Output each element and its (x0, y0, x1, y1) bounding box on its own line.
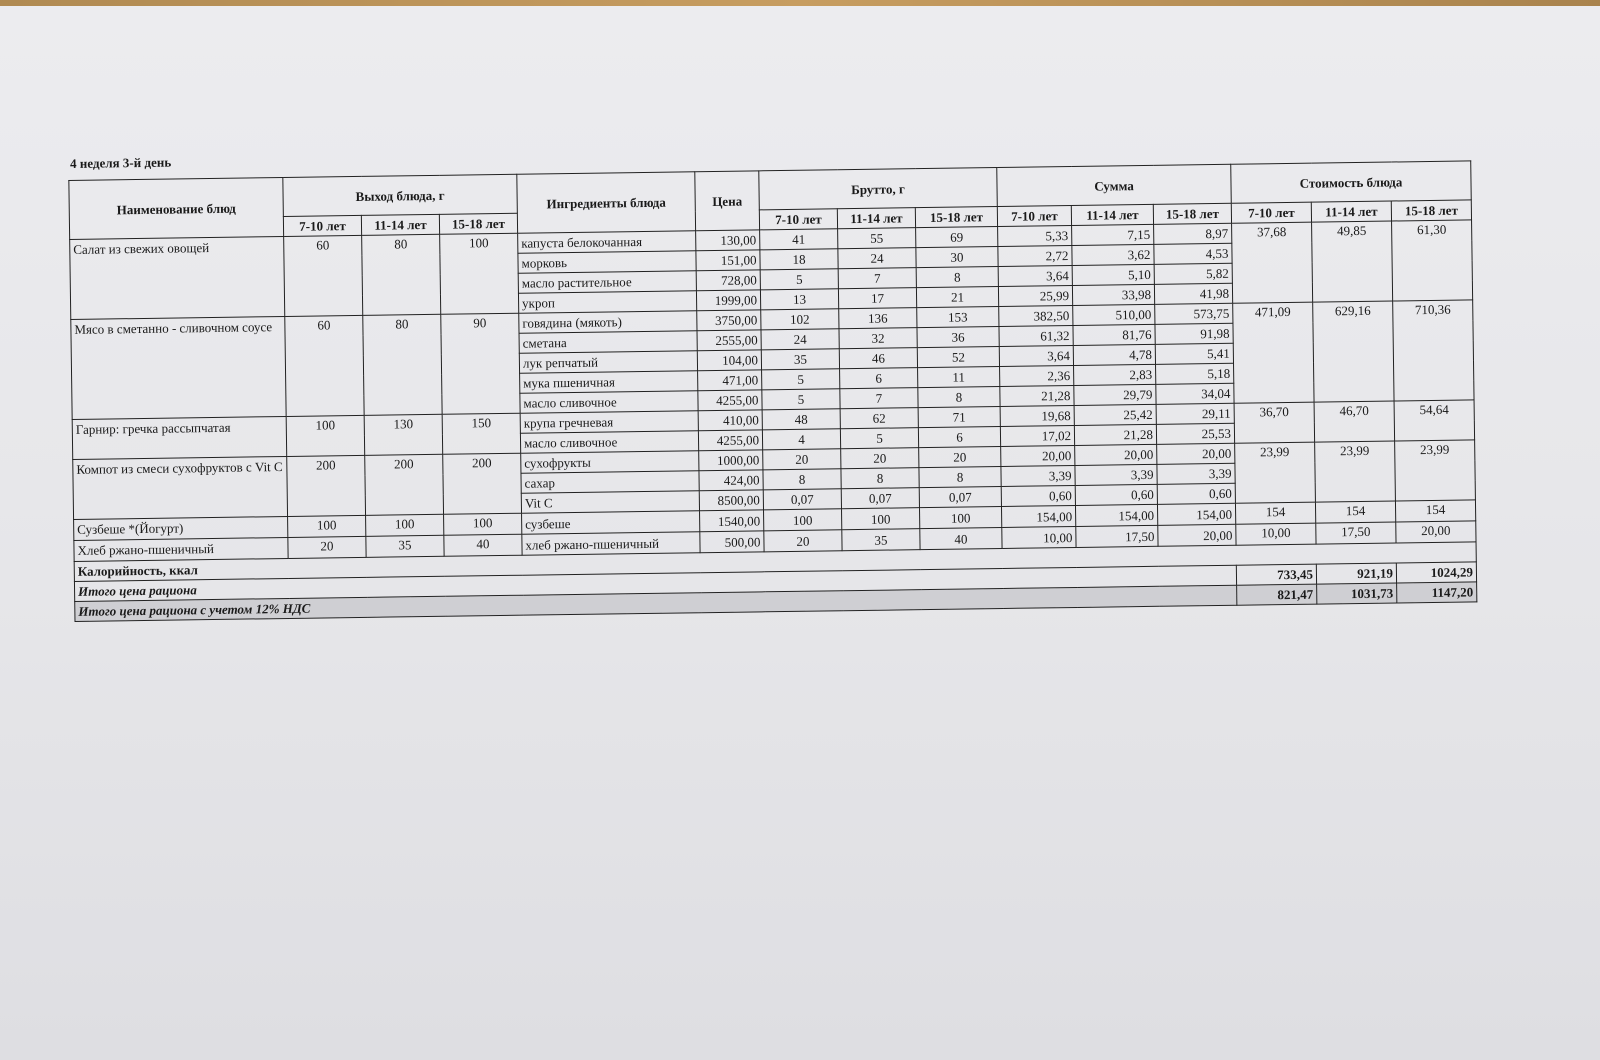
ingredient-sum: 7,15 (1072, 224, 1154, 245)
dish-yield: 100 (288, 515, 366, 537)
gross-weight: 32 (839, 328, 917, 349)
ingredient-sum: 20,00 (1001, 445, 1075, 466)
dish-yield: 40 (444, 534, 522, 556)
dish-cost: 471,09 (1233, 302, 1314, 403)
dish-cost: 23,99 (1395, 440, 1476, 501)
ingredient-price: 130,00 (696, 230, 760, 251)
ingredient-price: 1540,00 (700, 510, 764, 532)
dish-cost: 49,85 (1312, 221, 1393, 302)
dish-name: Салат из свежих овощей (70, 236, 285, 319)
header-price: Цена (695, 171, 760, 231)
total-label: Итого цена рациона (74, 565, 1236, 601)
dish-cost: 154 (1235, 502, 1315, 524)
dish-yield: 150 (442, 413, 521, 454)
dish-cost: 23,99 (1315, 441, 1396, 502)
gross-weight: 8 (918, 387, 1000, 408)
ingredient-name: лук репчатый (519, 351, 697, 373)
header-yield: Выход блюда, г (283, 174, 518, 216)
ingredient-price: 2555,00 (697, 330, 761, 351)
ingredient-price: 4255,00 (698, 430, 762, 451)
gross-weight: 71 (918, 407, 1000, 428)
gross-weight: 8 (841, 468, 919, 489)
gross-weight: 0,07 (763, 489, 841, 510)
ingredient-name: морковь (518, 251, 696, 273)
gross-weight: 41 (760, 229, 838, 250)
ingredient-sum: 4,53 (1154, 243, 1232, 264)
ingredient-sum: 25,53 (1156, 423, 1234, 444)
header-age: 7-10 лет (997, 205, 1071, 226)
ingredient-name: укроп (518, 291, 696, 313)
ingredient-sum: 21,28 (1074, 424, 1156, 445)
header-age: 7-10 лет (283, 215, 361, 236)
gross-weight: 4 (762, 429, 840, 450)
ingredient-sum: 21,28 (1000, 385, 1074, 406)
gross-weight: 30 (916, 247, 998, 268)
ingredient-sum: 0,60 (1075, 484, 1157, 505)
header-age: 7-10 лет (759, 209, 837, 230)
header-sum: Сумма (997, 164, 1232, 206)
dish-cost: 154 (1395, 500, 1475, 522)
ingredient-sum: 91,98 (1155, 323, 1233, 344)
gross-weight: 21 (916, 287, 998, 308)
dish-yield: 100 (440, 233, 519, 314)
ingredient-name: масло сливочное (520, 391, 698, 413)
document-sheet (68, 136, 1477, 622)
dish-cost: 154 (1315, 501, 1395, 523)
ingredient-sum: 34,04 (1156, 383, 1234, 404)
gross-weight: 35 (842, 529, 920, 551)
ingredient-sum: 510,00 (1073, 304, 1155, 325)
ingredient-sum: 3,39 (1001, 465, 1075, 486)
header-age: 15-18 лет (439, 213, 517, 234)
header-ingredients: Ингредиенты блюда (517, 172, 696, 233)
dish-yield: 100 (444, 513, 522, 535)
gross-weight: 69 (916, 227, 998, 248)
gross-weight: 136 (839, 308, 917, 329)
gross-weight: 0,07 (919, 487, 1001, 508)
ingredient-price: 500,00 (700, 531, 764, 553)
gross-weight: 5 (760, 269, 838, 290)
gross-weight: 153 (917, 307, 999, 328)
total-vat-value: 1031,73 (1317, 583, 1397, 604)
dish-name: Хлеб ржано-пшеничный (74, 537, 288, 561)
gross-weight: 48 (762, 409, 840, 430)
dish-yield: 130 (364, 414, 443, 455)
dish-cost: 46,70 (1314, 401, 1395, 442)
gross-weight: 8 (916, 267, 998, 288)
ingredient-sum: 382,50 (999, 305, 1073, 326)
paper-sheet (0, 6, 1600, 1060)
dish-yield: 80 (362, 234, 441, 315)
header-dish: Наименование блюд (69, 178, 284, 240)
ingredient-name: крупа гречневая (520, 411, 698, 433)
gross-weight: 20 (763, 449, 841, 470)
dish-cost: 20,00 (1396, 521, 1476, 543)
ingredient-sum: 5,41 (1155, 343, 1233, 364)
ingredient-sum: 41,98 (1154, 283, 1232, 304)
dish-cost: 10,00 (1236, 523, 1316, 545)
ingredient-name: Vit C (521, 491, 699, 513)
ingredient-name: капуста белокочанная (518, 231, 696, 253)
ingredient-sum: 19,68 (1000, 405, 1074, 426)
ingredient-price: 1999,00 (696, 290, 760, 311)
ingredient-sum: 4,78 (1073, 344, 1155, 365)
ingredient-price: 8500,00 (699, 490, 763, 511)
gross-weight: 20 (919, 447, 1001, 468)
dish-yield: 200 (287, 455, 366, 516)
header-age: 11-14 лет (361, 214, 439, 235)
ingredient-sum: 2,72 (998, 245, 1072, 266)
dish-cost: 54,64 (1394, 400, 1475, 441)
gross-weight: 24 (838, 248, 916, 269)
ingredient-price: 410,00 (698, 410, 762, 431)
ingredient-sum: 5,10 (1072, 264, 1154, 285)
header-age: 7-10 лет (1231, 202, 1311, 223)
total-vat-value: 1147,20 (1397, 582, 1477, 603)
dish-name: Сузбеше *(Йогурт) (74, 516, 288, 540)
ingredient-sum: 25,99 (998, 285, 1072, 306)
ingredient-sum: 33,98 (1072, 284, 1154, 305)
dish-cost: 710,36 (1393, 300, 1474, 401)
dish-name: Гарнир: гречка рассыпчатая (72, 416, 287, 459)
gross-weight: 20 (764, 530, 842, 552)
ingredient-sum: 154,00 (1001, 505, 1075, 527)
header-age: 15-18 лет (1391, 200, 1471, 221)
gross-weight: 40 (920, 527, 1002, 549)
gross-weight: 6 (918, 427, 1000, 448)
total-vat-value: 821,47 (1237, 584, 1317, 605)
ingredient-sum: 8,97 (1154, 223, 1232, 244)
dish-yield: 200 (443, 453, 522, 514)
total-value: 733,45 (1236, 564, 1316, 585)
ingredient-sum: 3,39 (1075, 464, 1157, 485)
ingredient-sum: 0,60 (1001, 485, 1075, 506)
ingredient-sum: 3,64 (998, 265, 1072, 286)
ingredient-name: хлеб ржано-пшеничный (522, 532, 700, 555)
dish-yield: 200 (365, 454, 444, 515)
gross-weight: 52 (917, 347, 999, 368)
ingredient-name: масло растительное (518, 271, 696, 293)
page-title: 4 неделя 3-й день (69, 154, 172, 171)
gross-weight: 102 (761, 309, 839, 330)
ingredient-sum: 5,33 (998, 225, 1072, 246)
gross-weight: 8 (763, 469, 841, 490)
ingredient-sum: 2,83 (1074, 364, 1156, 385)
ingredient-sum: 154,00 (1157, 503, 1235, 525)
ingredient-name: сузбеше (522, 511, 700, 534)
dish-yield: 100 (286, 415, 365, 456)
ingredient-price: 471,00 (698, 370, 762, 391)
ingredient-price: 3750,00 (697, 310, 761, 331)
ingredient-price: 1000,00 (699, 450, 763, 471)
ingredient-sum: 3,64 (999, 345, 1073, 366)
ingredient-sum: 20,00 (1158, 524, 1236, 546)
dish-yield: 60 (284, 235, 363, 316)
dish-cost: 61,30 (1392, 220, 1473, 301)
gross-weight: 8 (919, 467, 1001, 488)
gross-weight: 36 (917, 327, 999, 348)
ingredient-sum: 20,00 (1157, 443, 1235, 464)
dish-yield: 100 (366, 514, 444, 536)
calories-row: Калорийность, ккал (74, 542, 1476, 582)
dish-cost: 17,50 (1316, 522, 1396, 544)
ingredient-price: 728,00 (696, 270, 760, 291)
dish-yield: 90 (441, 313, 520, 414)
ingredient-sum: 10,00 (1002, 526, 1076, 548)
dish-yield: 60 (285, 315, 364, 416)
dish-name: Компот из смеси сухофруктов с Vit C (73, 456, 288, 519)
header-age: 11-14 лет (1311, 201, 1391, 222)
ingredient-sum: 17,02 (1000, 425, 1074, 446)
gross-weight: 7 (840, 388, 918, 409)
ingredient-sum: 5,82 (1154, 263, 1232, 284)
dish-yield: 35 (366, 535, 444, 557)
gross-weight: 18 (760, 249, 838, 270)
ingredient-sum: 3,62 (1072, 244, 1154, 265)
ingredient-price: 104,00 (697, 350, 761, 371)
total-value: 921,19 (1316, 563, 1396, 584)
ingredient-name: говядина (мякоть) (519, 311, 697, 333)
ingredient-name: мука пшеничная (520, 371, 698, 393)
gross-weight: 7 (838, 268, 916, 289)
ingredient-sum: 29,79 (1074, 384, 1156, 405)
ingredient-sum: 17,50 (1076, 525, 1158, 547)
ingredient-name: сметана (519, 331, 697, 353)
dish-cost: 629,16 (1313, 301, 1394, 402)
ingredient-sum: 2,36 (1000, 365, 1074, 386)
dish-yield: 80 (363, 314, 442, 415)
dish-name: Мясо в сметанно - сливочном соусе (71, 316, 286, 419)
header-age: 15-18 лет (1153, 203, 1231, 224)
gross-weight: 46 (839, 348, 917, 369)
total-vat-label: Итого цена рациона с учетом 12% НДС (75, 585, 1237, 621)
ingredient-sum: 25,42 (1074, 404, 1156, 425)
ingredient-price: 424,00 (699, 470, 763, 491)
header-age: 11-14 лет (837, 208, 915, 229)
ingredient-name: сухофрукты (521, 451, 699, 473)
ingredient-price: 151,00 (696, 250, 760, 271)
gross-weight: 24 (761, 329, 839, 350)
gross-weight: 100 (842, 508, 920, 530)
gross-weight: 5 (840, 428, 918, 449)
ingredient-sum: 0,60 (1157, 483, 1235, 504)
ingredient-price: 4255,00 (698, 390, 762, 411)
dish-cost: 23,99 (1235, 442, 1316, 503)
gross-weight: 11 (918, 367, 1000, 388)
ingredient-name: сахар (521, 471, 699, 493)
dish-yield: 20 (288, 536, 366, 558)
gross-weight: 62 (840, 408, 918, 429)
menu-cost-table (68, 160, 1477, 622)
gross-weight: 35 (761, 349, 839, 370)
total-value: 1024,29 (1396, 562, 1476, 583)
gross-weight: 100 (764, 509, 842, 531)
ingredient-sum: 154,00 (1075, 504, 1157, 526)
dish-cost: 36,70 (1234, 402, 1315, 443)
gross-weight: 5 (762, 389, 840, 410)
header-age: 11-14 лет (1071, 204, 1153, 225)
ingredient-sum: 81,76 (1073, 324, 1155, 345)
gross-weight: 13 (760, 289, 838, 310)
gross-weight: 0,07 (841, 488, 919, 509)
ingredient-sum: 3,39 (1157, 463, 1235, 484)
ingredient-sum: 61,32 (999, 325, 1073, 346)
header-age: 15-18 лет (915, 207, 997, 228)
header-cost: Стоимость блюда (1231, 161, 1472, 203)
ingredient-sum: 573,75 (1155, 303, 1233, 324)
dish-cost: 37,68 (1232, 222, 1313, 303)
ingredient-sum: 20,00 (1075, 444, 1157, 465)
gross-weight: 20 (841, 448, 919, 469)
ingredient-sum: 5,18 (1156, 363, 1234, 384)
gross-weight: 5 (762, 369, 840, 390)
ingredient-sum: 29,11 (1156, 403, 1234, 424)
header-gross: Брутто, г (759, 168, 998, 210)
gross-weight: 100 (919, 507, 1001, 529)
gross-weight: 55 (838, 228, 916, 249)
table-body (70, 220, 1476, 562)
gross-weight: 17 (838, 288, 916, 309)
gross-weight: 6 (840, 368, 918, 389)
ingredient-name: масло сливочное (520, 431, 698, 453)
